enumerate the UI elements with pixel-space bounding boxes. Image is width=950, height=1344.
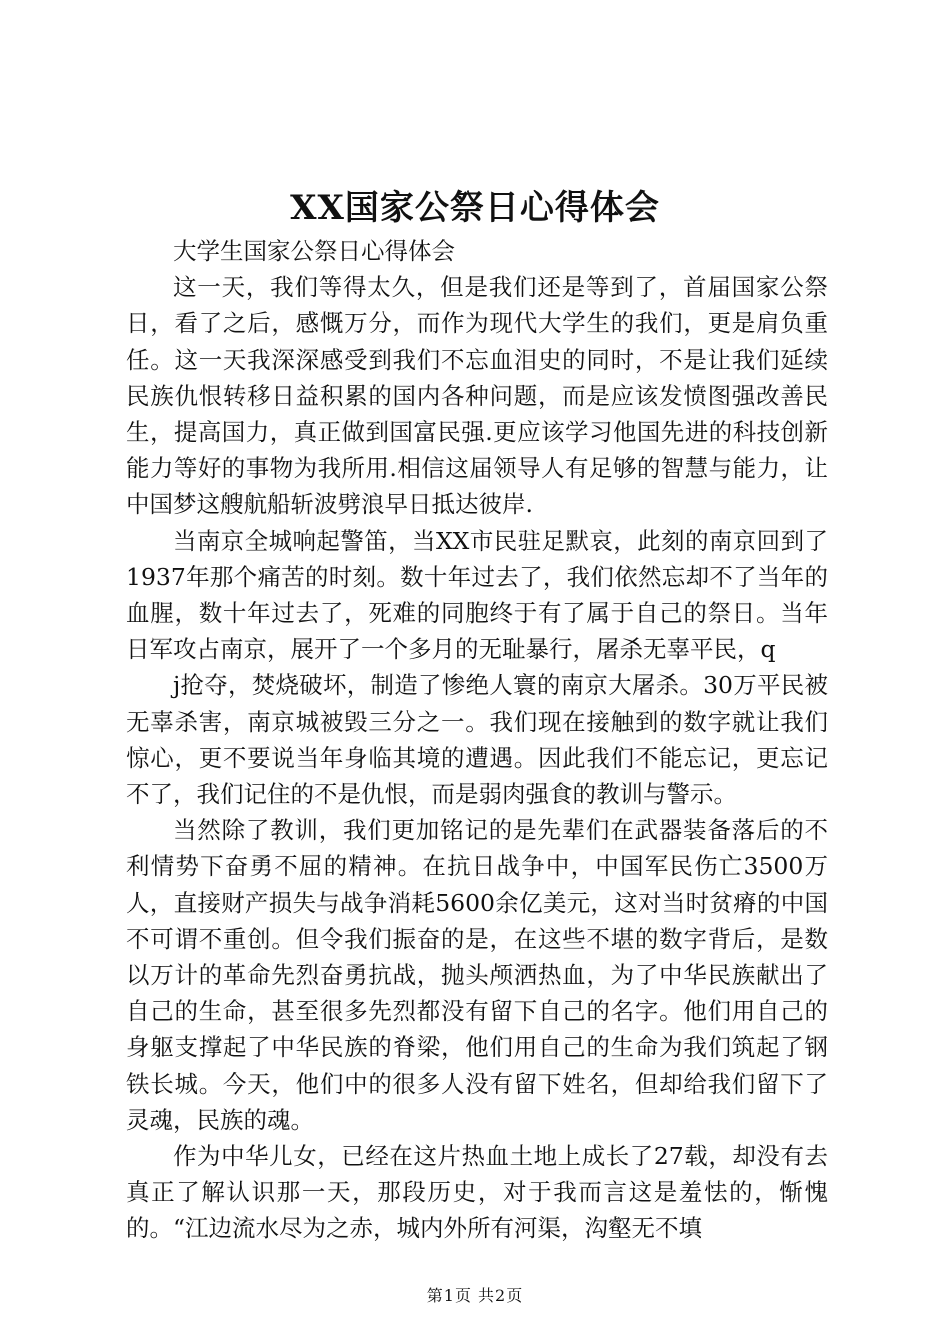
paragraph: 当然除了教训，我们更加铭记的是先辈们在武器装备落后的不利情势下奋勇不屈的精神。在抗日战争中，中国军民伤亡3500万人，直接财产损失与战争消耗5600余亿美元，这对当时贫瘠的中国不可谓不重创。但令我们振奋的是，在这些不堪的数字背后，是数以万计的革命先烈奋勇抗战，抛头颅洒热血，为了中华民族献出了自己的生命，甚至很多先烈都没有留下自己的名字。他们用自己的身躯支撑起了中华民族的脊梁，他们用自己的生命为我们筑起了钢铁长城。今天，他们中的很多人没有留下姓名，但却给我们留下了灵魂，民族的魂。 — [126, 816, 828, 1134]
page-footer: 第1页 共2页 — [426, 1286, 524, 1305]
document-body — [126, 233, 828, 1247]
paragraph: j抢夺，焚烧破坏，制造了惨绝人寰的南京大屠杀。30万平民被无辜杀害，南京城被毁三分之一。我们现在接触到的数字就让我们惊心，更不要说当年身临其境的遭遇。因此我们不能忘记，更忘记不了，我们记住的不是仇恨，而是弱肉强食的教训与警示。 — [126, 671, 828, 809]
page-title: XX国家公祭日心得体会 — [290, 188, 660, 228]
paragraph: 作为中华儿女，已经在这片热血土地上成长了27载，却没有去真正了解认识那一天，那段历史，对于我而言这是羞怯的，惭愧的。“江边流水尽为之赤，城内外所有河渠，沟壑无不填 — [126, 1142, 828, 1243]
paragraph: 当南京全城响起警笛，当XX市民驻足默哀，此刻的南京回到了1937年那个痛苦的时刻。数十年过去了，我们依然忘却不了当年的血腥，数十年过去了，死难的同胞终于有了属于自己的祭日。当年日军攻占南京，展开了一个多月的无耻暴行，屠杀无辜平民，q — [126, 526, 828, 664]
subtitle: 大学生国家公祭日心得体会 — [173, 237, 455, 265]
paragraph: 这一天，我们等得太久，但是我们还是等到了，首届国家公祭日，看了之后，感慨万分，而作为现代大学生的我们，更是肩负重任。这一天我深深感受到我们不忘血泪史的同时，不是让我们延续民族仇恨转移日益积累的国内各种问题，而是应该发愤图强改善民生，提高国力，真正做到国富民强.更应该学习他国先进的科技创新能力等好的事物为我所用.相信这届领导人有足够的智慧与能力，让中国梦这艘航船斩波劈浪早日抵达彼岸. — [126, 273, 828, 519]
